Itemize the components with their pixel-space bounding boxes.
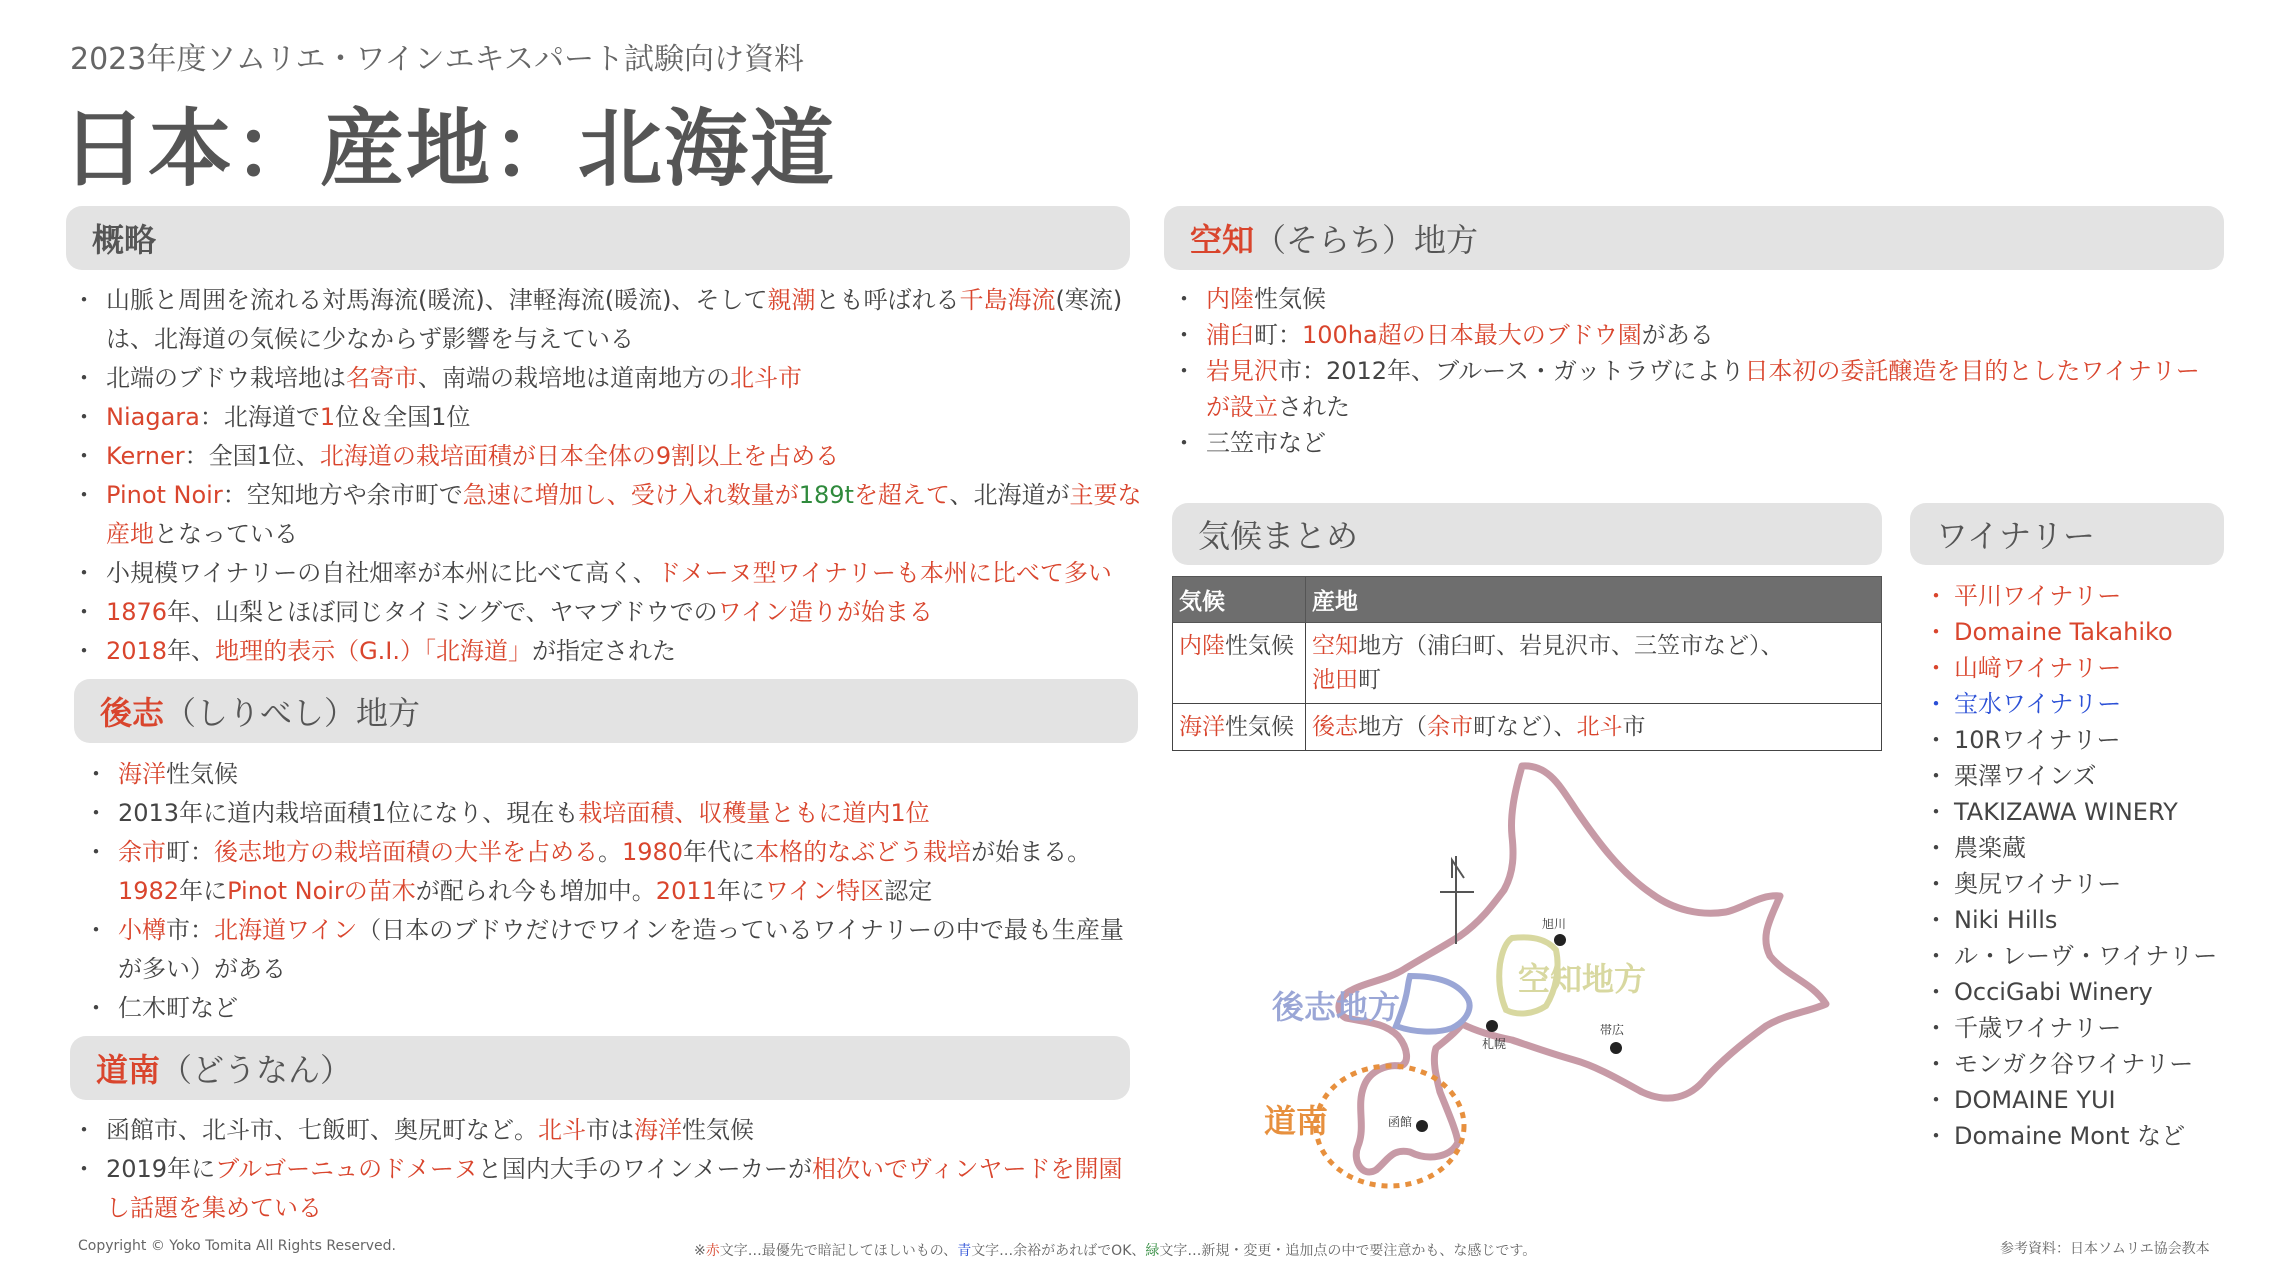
list-item: ・ 小樽市：北海道ワイン（日本のブドウだけでワインを造っているワイナリーの中で最も生産量が多い）がある — [84, 911, 1144, 989]
sorachi-list — [1172, 281, 2202, 461]
city-asahikawa: 旭川 — [1542, 917, 1567, 931]
list-item: ・ 奥尻ワイナリー — [1934, 866, 2217, 902]
list-item: ・ OcciGabi Winery — [1934, 974, 2217, 1010]
list-item: ・ 1876年、山梨とほぼ同じタイミングで、ヤマブドウでのワイン造りが始まる — [72, 593, 1142, 632]
overview-heading: 概略 — [92, 221, 157, 259]
list-item: ・ 海洋性気候 — [84, 755, 1144, 794]
hokkaido-map — [1260, 760, 1840, 1200]
list-item: ・ 農楽蔵 — [1934, 830, 2217, 866]
donan-header: 道南 （どうなん） — [70, 1036, 1130, 1100]
city-hakodate: 函館 — [1388, 1115, 1413, 1129]
shiribeshi-list — [84, 755, 1144, 1028]
list-item: ・ 仁木町など — [84, 989, 1144, 1028]
donan-list — [72, 1111, 1132, 1228]
label-donan: 道南 — [1264, 1102, 1329, 1140]
list-item: ・ 内陸性気候 — [1172, 281, 2202, 317]
list-item: ・ 栗澤ワインズ — [1934, 758, 2217, 794]
list-item: ・ 10Rワイナリー — [1934, 722, 2217, 758]
list-item: ・ 千歳ワイナリー — [1934, 1010, 2217, 1046]
list-item: ・ Kerner：全国1位、北海道の栽培面積が日本全体の9割以上を占める — [72, 437, 1142, 476]
list-item: ・ Niagara：北海道で1位＆全国1位 — [72, 398, 1142, 437]
list-item: ・ Pinot Noir：空知地方や余市町で急速に増加し、受け入れ数量が189tを超えて、北海道が主要な産地となっている — [72, 476, 1142, 554]
list-item: ・ Domaine Mont など — [1934, 1118, 2217, 1154]
city-dot-hakodate — [1416, 1120, 1428, 1132]
city-dot-sapporo — [1486, 1020, 1498, 1032]
list-item: ・ 三笠市など — [1172, 425, 2202, 461]
list-item: ・ 北端のブドウ栽培地は名寄市、南端の栽培地は道南地方の北斗市 — [72, 359, 1142, 398]
list-item: ・ 小規模ワイナリーの自社畑率が本州に比べて高く、ドメーヌ型ワイナリーも本州に比べて多い — [72, 554, 1142, 593]
col-region: 産地 — [1306, 577, 1882, 623]
list-item: ・ 函館市、北斗市、七飯町、奥尻町など。北斗市は海洋性気候 — [72, 1111, 1132, 1150]
color-legend-note: ※赤文字…最優先で暗記してほしいもの、青文字…余裕があればでOK、緑文字…新規・変更・追加点の中で要注意かも、な感じです。 — [694, 1243, 1537, 1259]
list-item: ・ Domaine Takahiko — [1934, 614, 2217, 650]
subtitle: 2023年度ソムリエ・ワインエキスパート試験向け資料 — [70, 42, 804, 77]
city-sapporo: 札幌 — [1482, 1037, 1507, 1051]
page-title: 日本：産地：北海道 — [62, 100, 837, 198]
city-dot-obihiro — [1610, 1042, 1622, 1054]
climate-table — [1172, 576, 1882, 751]
shiribeshi-header: 後志 （しりべし）地方 — [74, 679, 1138, 743]
label-shiribeshi: 後志地方 — [1272, 988, 1401, 1026]
list-item: ・ モンガク谷ワイナリー — [1934, 1046, 2217, 1082]
shiribeshi-outline — [1396, 976, 1470, 1032]
city-dot-asahikawa — [1554, 934, 1566, 946]
table-row: 内陸性気候 空知地方（浦臼町、岩見沢市、三笠市など）、 池田町 — [1173, 623, 1882, 704]
climate-header: 気候まとめ — [1172, 503, 1882, 565]
copyright: Copyright © Yoko Tomita All Rights Reserved. — [78, 1238, 397, 1254]
list-item: ・ 浦臼町：100ha超の日本最大のブドウ園がある — [1172, 317, 2202, 353]
label-sorachi: 空知地方 — [1518, 960, 1647, 998]
list-item: ・ 2019年にブルゴーニュのドメーヌと国内大手のワインメーカーが相次いでヴィンヤードを開園し話題を集めている — [72, 1150, 1132, 1228]
overview-header — [66, 206, 1130, 270]
list-item: ・ 2013年に道内栽培面積1位になり、現在も栽培面積、収穫量ともに道内1位 — [84, 794, 1144, 833]
list-item: ・ 余市町：後志地方の栽培面積の大半を占める。1980年代に本格的なぶどう栽培が始まる。1982年にPinot Noirの苗木が配られ今も増加中。2011年にワイン特区認定 — [84, 833, 1144, 911]
list-item: ・ 山﨑ワイナリー — [1934, 650, 2217, 686]
winery-list — [1934, 578, 2217, 1154]
list-item: ・ 山脈と周囲を流れる対馬海流(暖流)、津軽海流(暖流)、そして親潮とも呼ばれる千島海流(寒流)は、北海道の気候に少なからず影響を与えている — [72, 281, 1142, 359]
list-item: ・ 2018年、地理的表示（G.I.）「北海道」が指定された — [72, 632, 1142, 671]
table-row: 海洋性気候 後志地方（余市町など）、北斗市 — [1173, 704, 1882, 751]
list-item: ・ 平川ワイナリー — [1934, 578, 2217, 614]
list-item: ・ 宝水ワイナリー — [1934, 686, 2217, 722]
overview-list — [72, 281, 1142, 671]
city-obihiro: 帯広 — [1600, 1023, 1625, 1037]
list-item: ・ TAKIZAWA WINERY — [1934, 794, 2217, 830]
sorachi-header: 空知 （そらち）地方 — [1164, 206, 2224, 270]
reference: 参考資料：日本ソムリエ協会教本 — [2000, 1241, 2210, 1257]
list-item: ・ Niki Hills — [1934, 902, 2217, 938]
list-item: ・ DOMAINE YUI — [1934, 1082, 2217, 1118]
list-item: ・ ル・レーヴ・ワイナリー — [1934, 938, 2217, 974]
winery-header: ワイナリー — [1910, 503, 2224, 565]
list-item: ・ 岩見沢市：2012年、ブルース・ガットラヴにより日本初の委託醸造を目的としたワイナリーが設立された — [1172, 353, 2202, 425]
col-climate: 気候 — [1173, 577, 1306, 623]
